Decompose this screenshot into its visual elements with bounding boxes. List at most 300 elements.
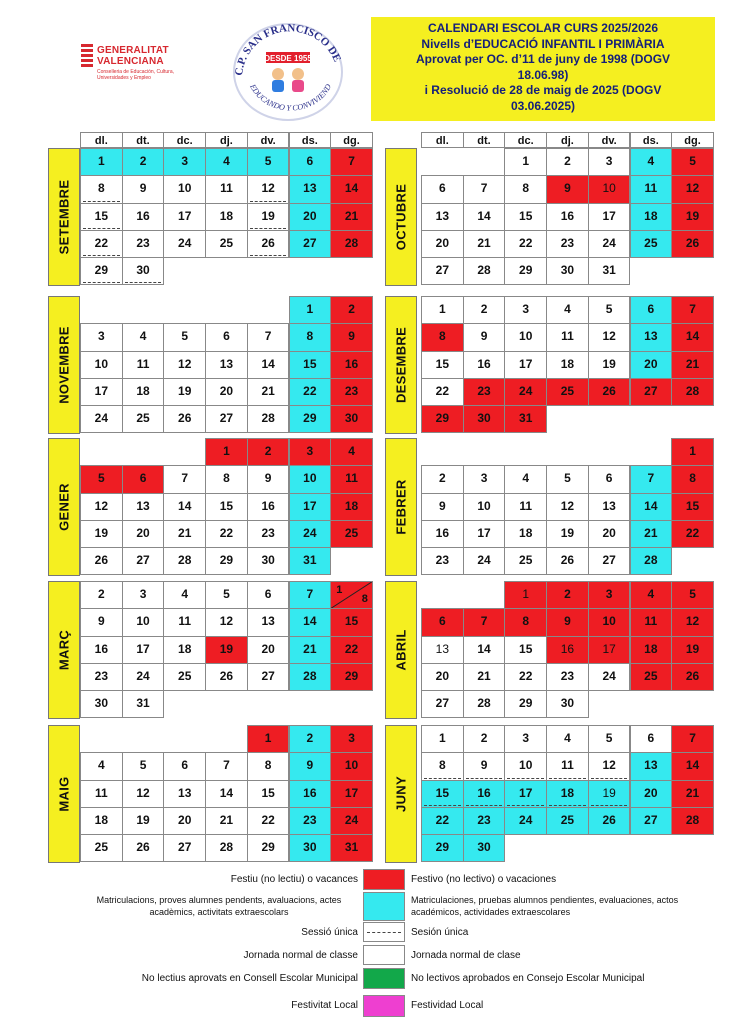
day-cell: 15 bbox=[330, 608, 373, 636]
day-cell: 22 bbox=[504, 230, 547, 258]
day-cell: 24 bbox=[330, 807, 373, 835]
day-cell: 5 bbox=[546, 465, 589, 493]
day-cell: 27 bbox=[205, 405, 248, 433]
day-cell: 26 bbox=[163, 405, 206, 433]
day-cell: 11 bbox=[205, 175, 248, 203]
day-cell: 28 bbox=[289, 663, 332, 691]
day-cell: 18 bbox=[122, 378, 165, 406]
gva-line2: VALENCIANA bbox=[97, 56, 164, 67]
day-cell: 9 bbox=[421, 493, 464, 521]
day-cell: 24 bbox=[588, 230, 631, 258]
month-name: NOVEMBRE bbox=[56, 325, 72, 404]
day-cell: 21 bbox=[671, 351, 714, 379]
day-cell: 21 bbox=[163, 520, 206, 548]
day-cell: 25 bbox=[546, 807, 589, 835]
day-cell: 12 bbox=[122, 780, 165, 808]
day-cell: 13 bbox=[247, 608, 290, 636]
weekday-header: ds. bbox=[630, 132, 673, 148]
day-cell: 12 bbox=[205, 608, 248, 636]
day-cell: 12 bbox=[80, 493, 123, 521]
day-cell: 13 bbox=[630, 752, 673, 780]
day-cell: 20 bbox=[163, 807, 206, 835]
school-logo bbox=[228, 14, 348, 124]
day-cell: 24 bbox=[122, 663, 165, 691]
day-cell: 5 bbox=[588, 725, 631, 753]
day-cell: 1 bbox=[421, 725, 464, 753]
title-line-5: i Resolució de 28 de maig de 2025 (DOGV bbox=[424, 83, 662, 97]
legend-text-spanish: Jornada normal de clase bbox=[411, 950, 521, 961]
day-cell: 17 bbox=[80, 378, 123, 406]
day-cell: 20 bbox=[630, 351, 673, 379]
day-cell: 25 bbox=[330, 520, 373, 548]
day-cell: 16 bbox=[463, 780, 506, 808]
day-cell: 23 bbox=[122, 230, 165, 258]
weekday-header: dg. bbox=[330, 132, 373, 148]
day-cell: 6 bbox=[421, 608, 464, 636]
dashed-line-icon bbox=[367, 932, 401, 933]
day-cell: 5 bbox=[205, 581, 248, 609]
day-cell: 29 bbox=[504, 690, 547, 718]
day-number-b: 8 bbox=[361, 593, 368, 605]
day-cell: 23 bbox=[80, 663, 123, 691]
calendar-title-box bbox=[371, 17, 715, 121]
day-cell: 3 bbox=[163, 148, 206, 176]
title-line-6: 03.06.2025) bbox=[510, 98, 576, 113]
weekday-header: dg. bbox=[671, 132, 714, 148]
day-cell: 1 bbox=[247, 725, 290, 753]
day-cell: 22 bbox=[504, 663, 547, 691]
day-cell: 18 bbox=[163, 636, 206, 664]
day-cell: 27 bbox=[588, 547, 631, 575]
day-cell: 17 bbox=[588, 636, 631, 664]
day-cell: 1 bbox=[671, 438, 714, 466]
day-cell: 18 bbox=[504, 520, 547, 548]
day-cell: 31 bbox=[588, 257, 631, 285]
day-cell: 27 bbox=[247, 663, 290, 691]
day-cell: 30 bbox=[546, 690, 589, 718]
day-cell: 29 bbox=[421, 405, 464, 433]
day-cell: 12 bbox=[588, 323, 631, 351]
day-cell: 14 bbox=[247, 351, 290, 379]
day-cell: 18 bbox=[330, 493, 373, 521]
day-cell: 21 bbox=[205, 807, 248, 835]
day-cell: 25 bbox=[80, 834, 123, 862]
day-cell: 5 bbox=[163, 323, 206, 351]
legend-swatch bbox=[363, 922, 405, 942]
day-cell: 2 bbox=[546, 581, 589, 609]
day-cell: 21 bbox=[671, 780, 714, 808]
day-cell-split bbox=[330, 581, 373, 609]
day-cell: 2 bbox=[330, 296, 373, 324]
day-cell: 8 bbox=[421, 323, 464, 351]
day-cell: 6 bbox=[247, 581, 290, 609]
day-cell: 9 bbox=[463, 752, 506, 780]
day-cell: 6 bbox=[588, 465, 631, 493]
month-name: GENER bbox=[56, 482, 72, 531]
day-cell: 21 bbox=[289, 636, 332, 664]
day-cell: 2 bbox=[80, 581, 123, 609]
day-cell: 16 bbox=[289, 780, 332, 808]
school-since: DESDE 1955 bbox=[264, 54, 312, 63]
day-cell: 11 bbox=[122, 351, 165, 379]
day-cell: 20 bbox=[247, 636, 290, 664]
day-cell: 1 bbox=[289, 296, 332, 324]
day-cell: 24 bbox=[504, 378, 547, 406]
legend-text-spanish: Festivo (no lectivo) o vacaciones bbox=[411, 874, 557, 885]
day-cell: 19 bbox=[588, 351, 631, 379]
day-cell: 13 bbox=[421, 203, 464, 231]
day-cell: 11 bbox=[504, 493, 547, 521]
day-cell: 15 bbox=[205, 493, 248, 521]
day-cell: 31 bbox=[504, 405, 547, 433]
day-cell: 22 bbox=[247, 807, 290, 835]
day-cell: 25 bbox=[205, 230, 248, 258]
day-cell: 23 bbox=[289, 807, 332, 835]
month-name: ABRIL bbox=[393, 629, 409, 671]
day-cell: 7 bbox=[205, 752, 248, 780]
day-cell: 27 bbox=[630, 378, 673, 406]
weekday-header: dl. bbox=[421, 132, 464, 148]
day-cell: 10 bbox=[504, 752, 547, 780]
day-cell: 8 bbox=[289, 323, 332, 351]
generalitat-logo bbox=[80, 42, 190, 102]
day-cell: 28 bbox=[463, 690, 506, 718]
day-cell: 10 bbox=[330, 752, 373, 780]
day-cell: 8 bbox=[671, 465, 714, 493]
legend-text-valencian: Matriculacions, proves alumnes pendents, avaluacions, actes acadèmics, activitats extraescolars bbox=[96, 895, 342, 917]
month-label-box bbox=[385, 581, 417, 719]
day-cell: 10 bbox=[588, 608, 631, 636]
day-cell: 20 bbox=[205, 378, 248, 406]
month-name: SETEMBRE bbox=[56, 179, 72, 255]
day-cell: 25 bbox=[546, 378, 589, 406]
day-cell: 26 bbox=[588, 807, 631, 835]
day-cell: 25 bbox=[630, 230, 673, 258]
day-cell: 2 bbox=[546, 148, 589, 176]
day-cell: 31 bbox=[289, 547, 332, 575]
day-cell: 30 bbox=[289, 834, 332, 862]
day-cell: 14 bbox=[463, 636, 506, 664]
day-cell: 22 bbox=[289, 378, 332, 406]
legend-text-valencian: Festiu (no lectiu) o vacances bbox=[230, 874, 358, 885]
day-cell: 14 bbox=[671, 752, 714, 780]
legend-text-spanish: Sesión única bbox=[411, 927, 469, 938]
day-cell: 22 bbox=[671, 520, 714, 548]
day-cell: 3 bbox=[588, 148, 631, 176]
day-cell: 15 bbox=[504, 636, 547, 664]
day-cell: 1 bbox=[504, 581, 547, 609]
day-cell: 16 bbox=[421, 520, 464, 548]
day-cell: 6 bbox=[205, 323, 248, 351]
day-cell: 24 bbox=[163, 230, 206, 258]
title-line-4: 18.06.98) bbox=[517, 67, 569, 82]
day-cell: 10 bbox=[504, 323, 547, 351]
month-label-box bbox=[48, 438, 80, 576]
day-cell: 29 bbox=[330, 663, 373, 691]
day-cell: 11 bbox=[80, 780, 123, 808]
day-cell: 18 bbox=[205, 203, 248, 231]
day-cell: 13 bbox=[588, 493, 631, 521]
day-cell: 12 bbox=[671, 175, 714, 203]
legend-text-valencian: Sessió única bbox=[301, 927, 358, 938]
legend-swatch bbox=[363, 892, 405, 921]
day-cell: 10 bbox=[80, 351, 123, 379]
weekday-header: dc. bbox=[163, 132, 206, 148]
day-cell: 11 bbox=[546, 752, 589, 780]
legend-text-valencian: Festivitat Local bbox=[291, 1000, 358, 1011]
day-cell: 28 bbox=[463, 257, 506, 285]
day-cell: 13 bbox=[205, 351, 248, 379]
day-cell: 28 bbox=[671, 807, 714, 835]
day-cell: 2 bbox=[122, 148, 165, 176]
day-cell: 15 bbox=[421, 351, 464, 379]
day-cell: 17 bbox=[163, 203, 206, 231]
day-cell: 27 bbox=[122, 547, 165, 575]
day-cell: 19 bbox=[671, 636, 714, 664]
month-name: FEBRER bbox=[393, 479, 409, 535]
day-cell: 18 bbox=[80, 807, 123, 835]
day-cell: 15 bbox=[247, 780, 290, 808]
day-cell: 17 bbox=[504, 780, 547, 808]
day-cell: 27 bbox=[421, 690, 464, 718]
legend-text-spanish: Matriculaciones, pruebas alumnos pendientes, evaluaciones, actos académicos, actividades extraescolares bbox=[411, 895, 679, 917]
day-cell: 14 bbox=[330, 175, 373, 203]
day-cell: 8 bbox=[504, 175, 547, 203]
weekday-header: dv. bbox=[247, 132, 290, 148]
day-cell: 21 bbox=[247, 378, 290, 406]
day-cell: 7 bbox=[671, 725, 714, 753]
day-cell: 24 bbox=[588, 663, 631, 691]
day-cell: 12 bbox=[546, 493, 589, 521]
month-name: OCTUBRE bbox=[393, 183, 409, 250]
day-cell: 19 bbox=[163, 378, 206, 406]
day-cell: 17 bbox=[330, 780, 373, 808]
day-cell: 24 bbox=[289, 520, 332, 548]
day-cell: 3 bbox=[504, 296, 547, 324]
day-cell: 29 bbox=[421, 834, 464, 862]
day-cell: 12 bbox=[247, 175, 290, 203]
day-cell: 17 bbox=[588, 203, 631, 231]
month-label-box bbox=[385, 148, 417, 286]
day-cell: 4 bbox=[80, 752, 123, 780]
month-label-box bbox=[385, 725, 417, 863]
day-cell: 16 bbox=[463, 351, 506, 379]
school-motto-arc: EDUCANDO Y CONVIVIEND bbox=[248, 82, 334, 113]
day-cell: 3 bbox=[463, 465, 506, 493]
day-cell: 30 bbox=[247, 547, 290, 575]
day-cell: 20 bbox=[289, 203, 332, 231]
day-cell: 6 bbox=[289, 148, 332, 176]
day-cell: 14 bbox=[289, 608, 332, 636]
month-label-box bbox=[48, 725, 80, 863]
weekday-header: dl. bbox=[80, 132, 123, 148]
day-cell: 10 bbox=[122, 608, 165, 636]
day-cell: 30 bbox=[463, 405, 506, 433]
day-cell: 18 bbox=[546, 351, 589, 379]
day-cell: 15 bbox=[289, 351, 332, 379]
day-cell: 24 bbox=[80, 405, 123, 433]
day-cell: 17 bbox=[463, 520, 506, 548]
day-cell: 3 bbox=[504, 725, 547, 753]
day-cell: 16 bbox=[546, 636, 589, 664]
day-cell: 27 bbox=[163, 834, 206, 862]
day-cell: 4 bbox=[546, 725, 589, 753]
month-name: JUNY bbox=[393, 775, 409, 812]
weekday-header: dc. bbox=[504, 132, 547, 148]
day-cell: 3 bbox=[289, 438, 332, 466]
day-cell: 5 bbox=[80, 465, 123, 493]
day-cell: 17 bbox=[504, 351, 547, 379]
day-cell: 4 bbox=[205, 148, 248, 176]
day-cell: 7 bbox=[330, 148, 373, 176]
day-cell: 29 bbox=[205, 547, 248, 575]
day-cell: 16 bbox=[122, 203, 165, 231]
day-cell: 30 bbox=[330, 405, 373, 433]
title-line-1: CALENDARI ESCOLAR CURS 2025/2026 bbox=[427, 21, 659, 35]
day-cell: 7 bbox=[463, 175, 506, 203]
day-cell: 13 bbox=[630, 323, 673, 351]
day-cell: 4 bbox=[504, 465, 547, 493]
day-cell: 9 bbox=[546, 175, 589, 203]
day-cell: 30 bbox=[80, 690, 123, 718]
day-cell: 22 bbox=[205, 520, 248, 548]
day-cell: 7 bbox=[630, 465, 673, 493]
generalitat-emblem-icon bbox=[80, 44, 94, 70]
day-cell: 25 bbox=[163, 663, 206, 691]
weekday-header: dj. bbox=[205, 132, 248, 148]
day-cell: 9 bbox=[289, 752, 332, 780]
day-cell: 16 bbox=[80, 636, 123, 664]
day-cell: 2 bbox=[289, 725, 332, 753]
weekday-header: ds. bbox=[289, 132, 332, 148]
day-cell: 26 bbox=[671, 230, 714, 258]
day-cell: 23 bbox=[546, 230, 589, 258]
day-cell: 25 bbox=[630, 663, 673, 691]
day-cell: 20 bbox=[588, 520, 631, 548]
legend-swatch bbox=[363, 995, 405, 1017]
day-cell: 16 bbox=[546, 203, 589, 231]
day-cell: 8 bbox=[421, 752, 464, 780]
day-cell: 17 bbox=[122, 636, 165, 664]
month-label-box bbox=[385, 438, 417, 576]
day-cell: 6 bbox=[630, 725, 673, 753]
day-cell: 20 bbox=[421, 230, 464, 258]
day-cell: 29 bbox=[247, 834, 290, 862]
day-cell: 12 bbox=[588, 752, 631, 780]
day-cell: 31 bbox=[330, 834, 373, 862]
day-cell: 3 bbox=[330, 725, 373, 753]
day-cell: 14 bbox=[163, 493, 206, 521]
day-cell: 29 bbox=[80, 257, 123, 285]
month-label-box bbox=[48, 581, 80, 719]
day-cell: 27 bbox=[630, 807, 673, 835]
day-cell: 9 bbox=[80, 608, 123, 636]
day-cell: 7 bbox=[463, 608, 506, 636]
day-cell: 15 bbox=[504, 203, 547, 231]
school-name-arc: C.P. SAN FRANCISCO DE bbox=[232, 22, 344, 77]
day-cell: 22 bbox=[80, 230, 123, 258]
day-cell: 9 bbox=[463, 323, 506, 351]
day-cell: 26 bbox=[247, 230, 290, 258]
weekday-header: dt. bbox=[122, 132, 165, 148]
day-cell: 6 bbox=[421, 175, 464, 203]
day-cell: 15 bbox=[421, 780, 464, 808]
day-cell: 5 bbox=[247, 148, 290, 176]
day-cell: 5 bbox=[588, 296, 631, 324]
day-cell: 3 bbox=[588, 581, 631, 609]
day-cell: 26 bbox=[122, 834, 165, 862]
gva-department: Conselleria de Educación, Cultura, Universidades y Empleo bbox=[97, 69, 174, 81]
day-cell: 4 bbox=[163, 581, 206, 609]
day-cell: 17 bbox=[289, 493, 332, 521]
day-cell: 23 bbox=[330, 378, 373, 406]
day-cell: 7 bbox=[163, 465, 206, 493]
day-cell: 15 bbox=[80, 203, 123, 231]
legend-text-valencian: No lectius aprovats en Consell Escolar Municipal bbox=[141, 973, 358, 984]
day-cell: 4 bbox=[630, 148, 673, 176]
day-cell: 26 bbox=[205, 663, 248, 691]
month-name: MAIG bbox=[56, 776, 72, 812]
day-cell: 16 bbox=[330, 351, 373, 379]
day-cell: 18 bbox=[630, 203, 673, 231]
day-cell: 19 bbox=[671, 203, 714, 231]
day-cell: 11 bbox=[630, 175, 673, 203]
day-cell: 21 bbox=[330, 203, 373, 231]
day-cell: 28 bbox=[630, 547, 673, 575]
day-cell: 4 bbox=[546, 296, 589, 324]
day-cell: 4 bbox=[122, 323, 165, 351]
day-cell: 10 bbox=[463, 493, 506, 521]
day-cell: 11 bbox=[163, 608, 206, 636]
day-cell: 23 bbox=[463, 378, 506, 406]
day-cell: 9 bbox=[247, 465, 290, 493]
day-cell: 29 bbox=[289, 405, 332, 433]
day-cell: 31 bbox=[122, 690, 165, 718]
day-cell: 9 bbox=[122, 175, 165, 203]
day-cell: 19 bbox=[546, 520, 589, 548]
day-cell: 9 bbox=[546, 608, 589, 636]
legend-swatch bbox=[363, 869, 405, 890]
month-label-box bbox=[385, 296, 417, 434]
legend-swatch bbox=[363, 945, 405, 965]
day-cell: 20 bbox=[421, 663, 464, 691]
day-cell: 26 bbox=[671, 663, 714, 691]
day-cell: 26 bbox=[80, 547, 123, 575]
day-cell: 16 bbox=[247, 493, 290, 521]
day-cell: 21 bbox=[463, 230, 506, 258]
day-cell: 2 bbox=[247, 438, 290, 466]
weekday-header: dv. bbox=[588, 132, 631, 148]
day-cell: 26 bbox=[546, 547, 589, 575]
day-cell: 23 bbox=[546, 663, 589, 691]
day-cell: 7 bbox=[671, 296, 714, 324]
day-cell: 7 bbox=[289, 581, 332, 609]
day-cell: 23 bbox=[421, 547, 464, 575]
day-cell: 6 bbox=[163, 752, 206, 780]
day-cell: 20 bbox=[122, 520, 165, 548]
day-cell: 24 bbox=[504, 807, 547, 835]
day-cell: 28 bbox=[330, 230, 373, 258]
day-cell: 8 bbox=[80, 175, 123, 203]
day-cell: 29 bbox=[504, 257, 547, 285]
day-cell: 28 bbox=[205, 834, 248, 862]
legend-text-spanish: Festividad Local bbox=[411, 1000, 484, 1011]
day-cell: 4 bbox=[330, 438, 373, 466]
day-cell: 12 bbox=[671, 608, 714, 636]
day-cell: 2 bbox=[463, 296, 506, 324]
day-cell: 14 bbox=[463, 203, 506, 231]
day-cell: 22 bbox=[421, 378, 464, 406]
